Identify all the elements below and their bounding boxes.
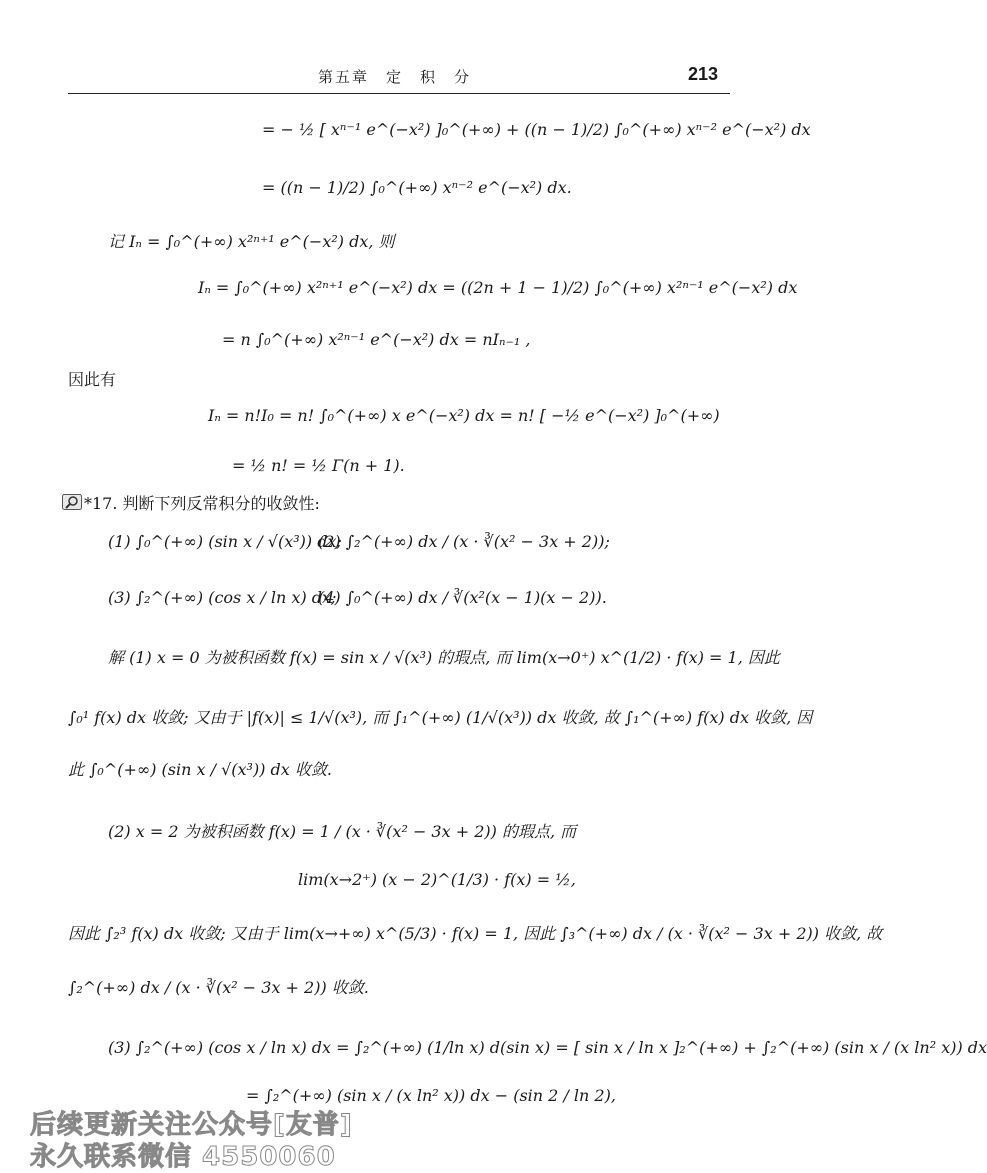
problem-item-1: (1) ∫₀^(+∞) (sin x / √(x³)) dx; (108, 532, 342, 551)
solution-line: (3) ∫₂^(+∞) (cos x / ln x) dx = ∫₂^(+∞) (1/ln x) d(sin x) = [ sin x / ln x ]₂^(+∞) + ∫₂^(+∞) (sin x / (x ln² x)) dx (108, 1038, 987, 1057)
page-number: 213 (688, 64, 719, 84)
equation-line: = ((n − 1)/2) ∫₀^(+∞) xⁿ⁻² e^(−x²) dx. (262, 178, 572, 197)
chapter-title: 第五章 定 积 分 (318, 68, 472, 86)
solution-line: ∫₂^(+∞) dx / (x · ∛(x² − 3x + 2)) 收敛. (68, 978, 369, 997)
equation-line: Iₙ = n!I₀ = n! ∫₀^(+∞) x e^(−x²) dx = n! [ −½ e^(−x²) ]₀^(+∞) (208, 406, 720, 425)
magnifier-hint-icon (62, 494, 82, 510)
problem-item-2: (2) ∫₂^(+∞) dx / (x · ∛(x² − 3x + 2)); (318, 532, 610, 551)
solution-line: 因此 ∫₂³ f(x) dx 收敛; 又由于 lim(x→+∞) x^(5/3) · f(x) = 1, 因此 ∫₃^(+∞) dx / (x · ∛(x² − 3x + 2)) 收敛, 故 (68, 924, 883, 943)
definition-line: 记 Iₙ = ∫₀^(+∞) x²ⁿ⁺¹ e^(−x²) dx, 则 (108, 232, 395, 251)
text-line: 因此有 (68, 370, 117, 389)
limit-equation: lim(x→2⁺) (x − 2)^(1/3) · f(x) = ½, (298, 870, 576, 889)
solution-line: ∫₀¹ f(x) dx 收敛; 又由于 |f(x)| ≤ 1/√(x³), 而 ∫₁^(+∞) (1/√(x³)) dx 收敛, 故 ∫₁^(+∞) f(x) dx 收敛, 因 (68, 708, 813, 727)
problem-item-4: (4) ∫₀^(+∞) dx / ∛(x²(x − 1)(x − 2)). (318, 588, 607, 607)
equation-line: = ½ n! = ½ Γ(n + 1). (232, 456, 405, 475)
watermark-line-2: 永久联系微信 4550060 (30, 1142, 336, 1172)
watermark-line-1: 后续更新关注公众号[友普] (30, 1110, 353, 1140)
equation-line: = − ½ [ xⁿ⁻¹ e^(−x²) ]₀^(+∞) + ((n − 1)/2) ∫₀^(+∞) xⁿ⁻² e^(−x²) dx (262, 120, 811, 139)
equation-line: = n ∫₀^(+∞) x²ⁿ⁻¹ e^(−x²) dx = nIₙ₋₁ , (222, 330, 531, 349)
solution-line: 解 (1) x = 0 为被积函数 f(x) = sin x / √(x³) 的瑕点, 而 lim(x→0⁺) x^(1/2) · f(x) = 1, 因此 (108, 648, 780, 667)
equation-line: Iₙ = ∫₀^(+∞) x²ⁿ⁺¹ e^(−x²) dx = ((2n + 1 − 1)/2) ∫₀^(+∞) x²ⁿ⁻¹ e^(−x²) dx (198, 278, 798, 297)
header-rule (68, 93, 730, 94)
solution-line: (2) x = 2 为被积函数 f(x) = 1 / (x · ∛(x² − 3x + 2)) 的瑕点, 而 (108, 822, 577, 841)
equation-line: = ∫₂^(+∞) (sin x / (x ln² x)) dx − (sin 2 / ln 2), (246, 1086, 616, 1105)
problem-17-title: *17. 判断下列反常积分的收敛性: (84, 494, 320, 513)
problem-item-3: (3) ∫₂^(+∞) (cos x / ln x) dx; (108, 588, 337, 607)
solution-line: 此 ∫₀^(+∞) (sin x / √(x³)) dx 收敛. (68, 760, 332, 779)
